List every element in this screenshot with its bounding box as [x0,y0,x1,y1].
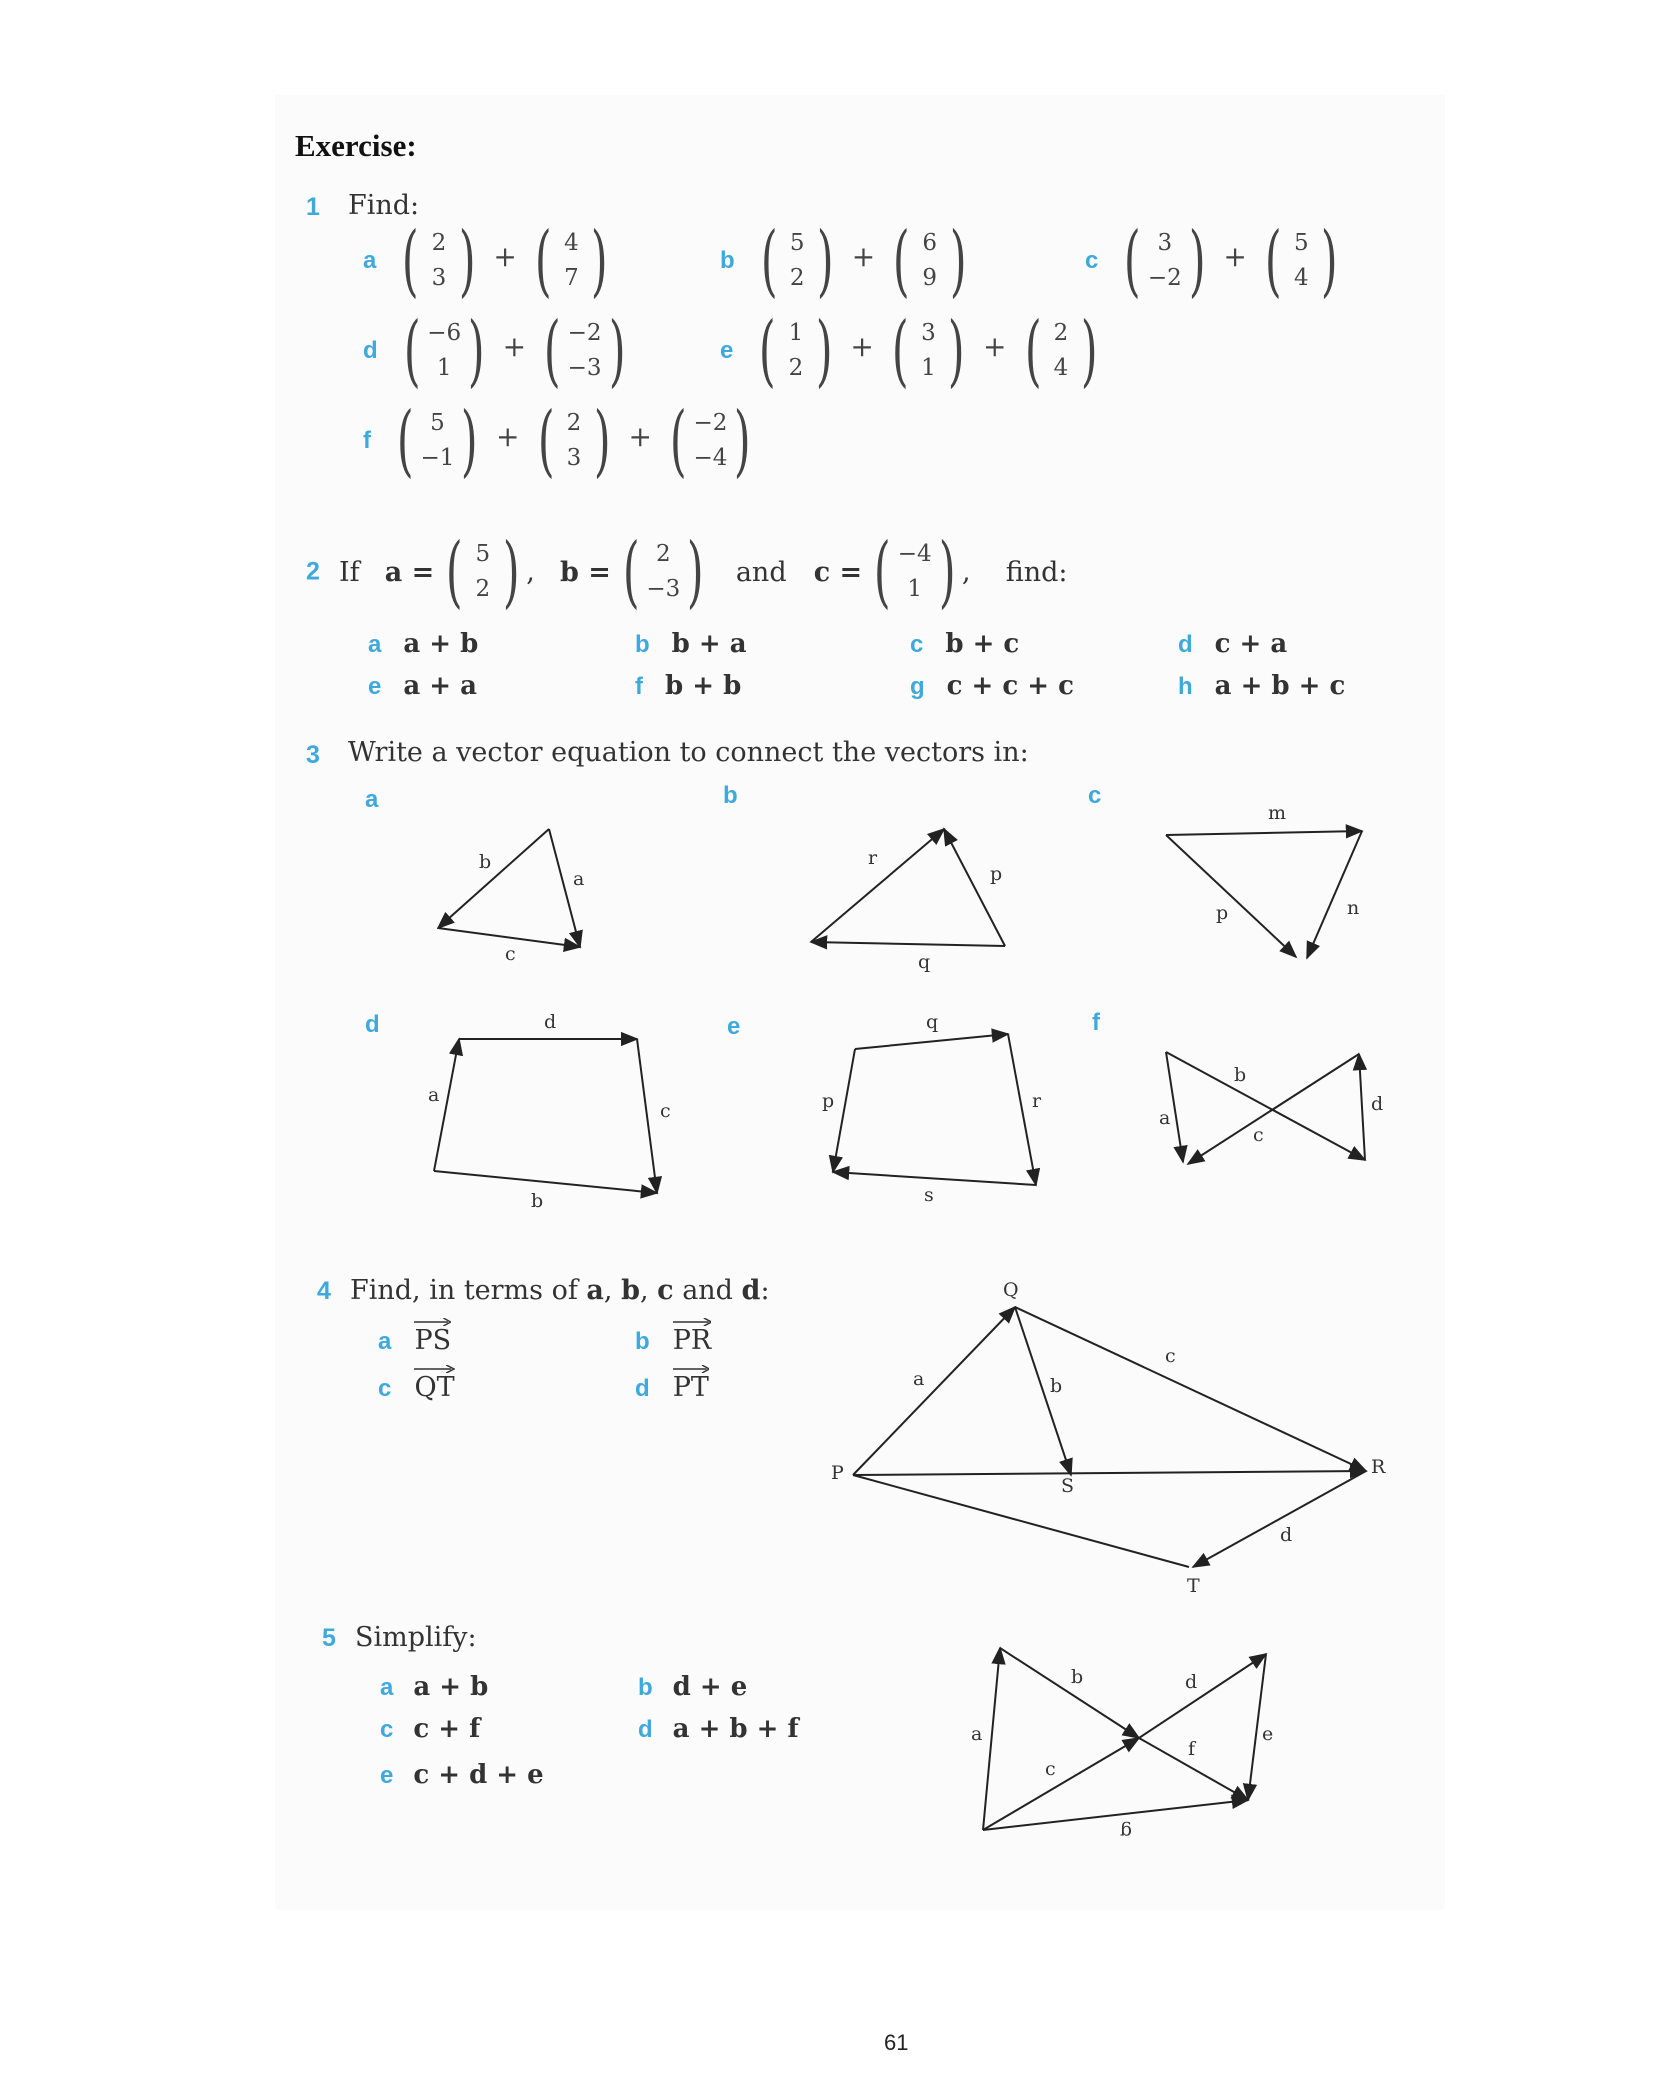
point-R: R [1371,1456,1386,1478]
q2-b-vector: ( 2 −3 ) [622,527,704,617]
q5-prompt: 5 Simplify: [322,1622,477,1653]
q4-part-c: c QT [378,1372,455,1403]
label-b: b [1071,1666,1084,1688]
label-a: a [1159,1107,1171,1129]
column-vector: ( 2 4 ) [1024,306,1098,396]
column-vector: ( 4 7 ) [534,216,609,306]
plus-sign: + [495,419,520,453]
part-letter: f [363,427,371,454]
part-letter: c [1085,247,1099,274]
q3-letter-c: c [1088,782,1102,809]
label-m: m [1268,802,1287,824]
plus-sign: + [1223,239,1247,273]
q2-c-vector: ( −4 1 ) [874,527,956,617]
label-c: c [1253,1124,1264,1146]
label-s: s [924,1184,934,1206]
label-f: f [1188,1738,1196,1760]
q2-a-vector: ( 5 2 ) [446,527,520,617]
column-vector: ( 5 4 ) [1264,216,1338,306]
q3-number: 3 [306,741,320,769]
label-d: d [1185,1671,1198,1693]
part-letter: b [720,247,735,274]
plus-sign: + [850,329,874,363]
label-d: d [544,1011,557,1033]
plus-sign: + [851,239,876,273]
label-q: q [918,951,931,973]
point-P: P [831,1462,844,1484]
q5-part-b: b d + e [638,1672,748,1702]
q4-part-b: b PR [635,1325,711,1356]
plus-sign: + [502,329,527,363]
label-a: a [573,868,585,890]
label-c: c [1045,1758,1056,1780]
part-letter: e [720,337,734,364]
q5-part-d: d a + b + f [638,1714,799,1744]
plus-sign: + [982,329,1007,363]
label-n: n [1347,897,1360,919]
label-p: p [990,863,1003,885]
q2-part-b: b b + a [635,629,747,659]
column-vector: ( −2 −3 ) [544,306,626,396]
column-vector: ( 5 2 ) [760,216,834,306]
column-vector: ( 6 9 ) [893,216,967,306]
q3-letter-f: f [1092,1009,1100,1036]
part-letter: d [363,337,378,364]
label-a: a [971,1723,983,1745]
column-vector: ( 1 2 ) [759,306,833,396]
q4-part-d: d PT [635,1372,709,1403]
column-vector: ( 3 1 ) [891,306,966,396]
q2-b-label: b = [559,556,611,588]
q4-part-a: a PS [378,1325,451,1356]
q4-number: 4 [317,1277,331,1305]
q2-part-h: h a + b + c [1178,671,1346,701]
column-vector: ( 2 3 ) [537,396,611,486]
column-vector: ( 3 −2 ) [1124,216,1206,306]
point-T: T [1187,1575,1200,1597]
label-p: p [1216,902,1229,924]
q2-find: find: [1005,556,1068,588]
label-e: e [1262,1723,1274,1745]
q2-and: and [735,556,787,588]
q3-letter-e: e [727,1013,741,1040]
exercise-heading: Exercise: [295,128,417,163]
label-b: b [1234,1064,1247,1086]
q3-letter-a: a [365,786,379,813]
label-b: b [531,1190,544,1212]
vector-label-b: b [1050,1375,1063,1397]
q5-part-c: c c + f [380,1714,481,1744]
part-letter: a [363,247,377,274]
q2-part-g: g c + c + c [910,671,1074,701]
plus-sign: + [628,419,652,453]
q2-if: If [339,556,360,588]
q2-part-f: f b + b [635,671,742,701]
q2-part-a: a a + b [368,629,479,659]
q3-letter-d: d [365,1011,380,1038]
vector-label-d: d [1280,1524,1293,1546]
q1-number: 1 [306,193,320,221]
column-vector: ( 5 −1 ) [396,396,479,486]
q4-prompt: 4 Find, in terms of a, b, c and d: [317,1275,770,1306]
q5-number: 5 [322,1624,336,1652]
column-vector: ( 2 3 ) [402,216,476,306]
label-g: g [1119,1821,1132,1843]
label-c: c [660,1100,671,1122]
q2-c-label: c = [813,556,863,588]
page-number: 61 [884,2030,909,2055]
q2-part-e: e a + a [368,671,477,701]
q2-statement: 2 If a = ( 5 2 ) , b = ( 2 −3 ) and c = ( −4 1 ) , find: [306,527,1068,617]
q3-letter-b: b [723,782,738,809]
label-c: c [505,943,516,965]
plus-sign: + [493,239,517,273]
label-b: b [479,851,492,873]
q2-number: 2 [306,557,320,586]
point-Q: Q [1003,1279,1019,1301]
vector-label-a: a [913,1368,925,1390]
vector-label-c: c [1165,1345,1176,1367]
label-p: p [822,1090,835,1112]
label-d: d [1371,1093,1384,1115]
column-vector: ( −2 −4 ) [669,396,751,486]
label-r: r [868,847,878,869]
q5-part-a: a a + b [380,1672,489,1702]
label-a: a [428,1084,440,1106]
q2-part-d: d c + a [1178,629,1288,659]
q2-part-c: c b + c [910,629,1020,659]
q3-prompt: Write a vector equation to connect the vectors in: [348,737,1029,768]
q5-part-e: e c + d + e [380,1760,544,1790]
q2-a-label: a = [384,556,435,588]
column-vector: ( −6 1 ) [403,306,485,396]
q1-prompt: Find: [348,190,420,221]
point-S: S [1061,1475,1075,1497]
label-q: q [926,1011,939,1033]
label-r: r [1032,1090,1042,1112]
